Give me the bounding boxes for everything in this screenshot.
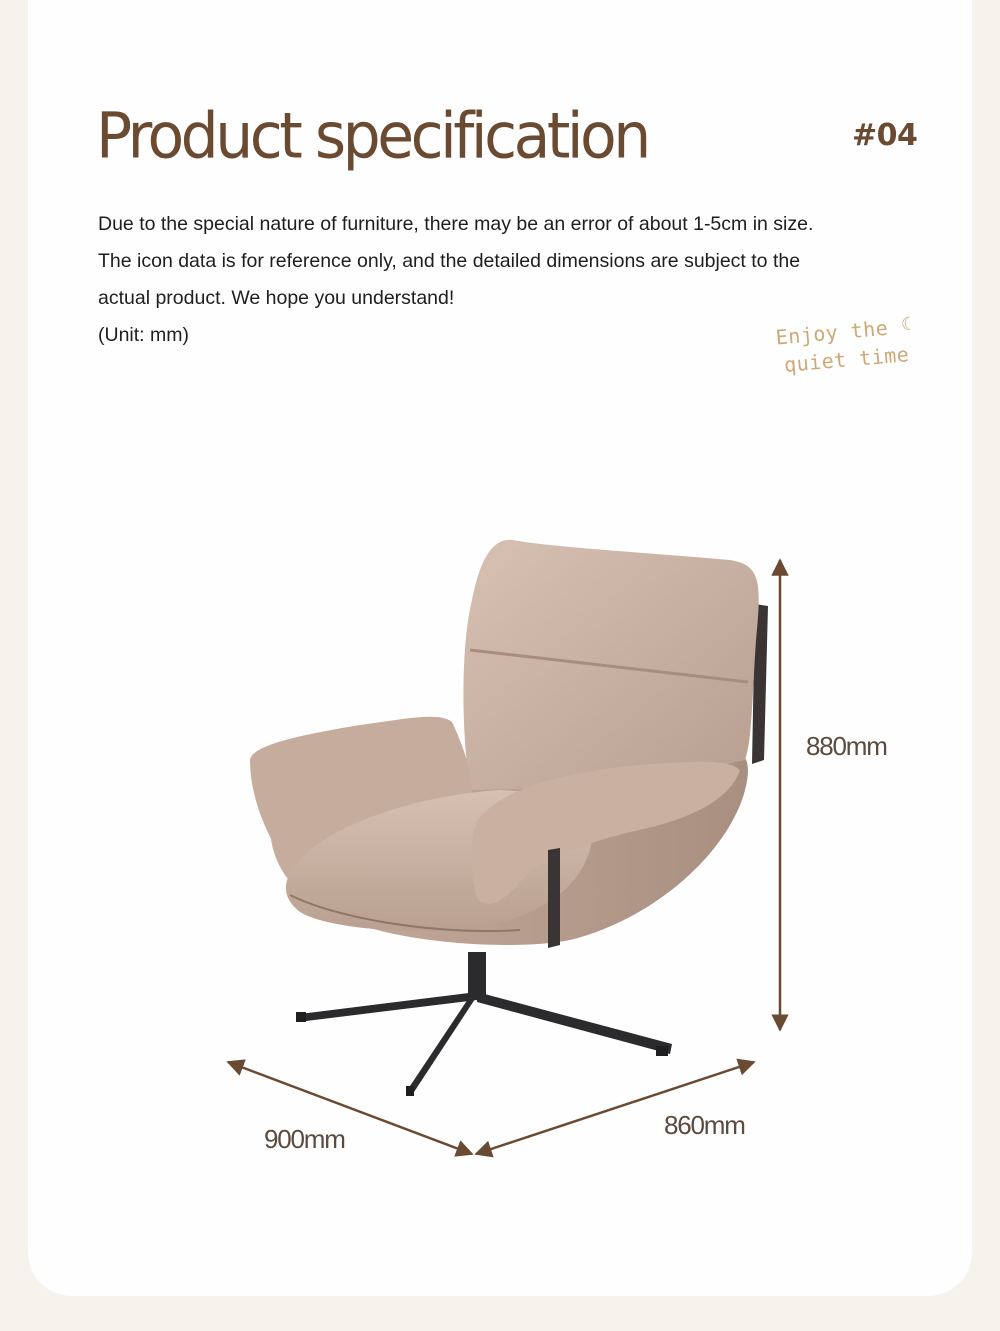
page-title: Product specification <box>96 100 648 174</box>
width-label: 900mm <box>264 1124 345 1154</box>
moon-icon: ☾ <box>900 313 913 336</box>
unit-note: (Unit: mm) <box>98 324 189 346</box>
description-line: actual product. We hope you understand! <box>98 287 455 309</box>
tagline-line-1: Enjoy the <box>774 315 890 350</box>
tagline-line-2: quiet time <box>783 342 911 377</box>
chair-illustration <box>250 540 768 1096</box>
section-badge: #04 <box>852 118 918 153</box>
description-line: Due to the special nature of furniture, there may be an error of about 1-5cm in size. <box>98 213 814 235</box>
height-label: 880mm <box>806 731 887 761</box>
description-line: The icon data is for reference only, and the detailed dimensions are subject to the <box>98 250 801 272</box>
depth-label: 860mm <box>664 1110 745 1140</box>
